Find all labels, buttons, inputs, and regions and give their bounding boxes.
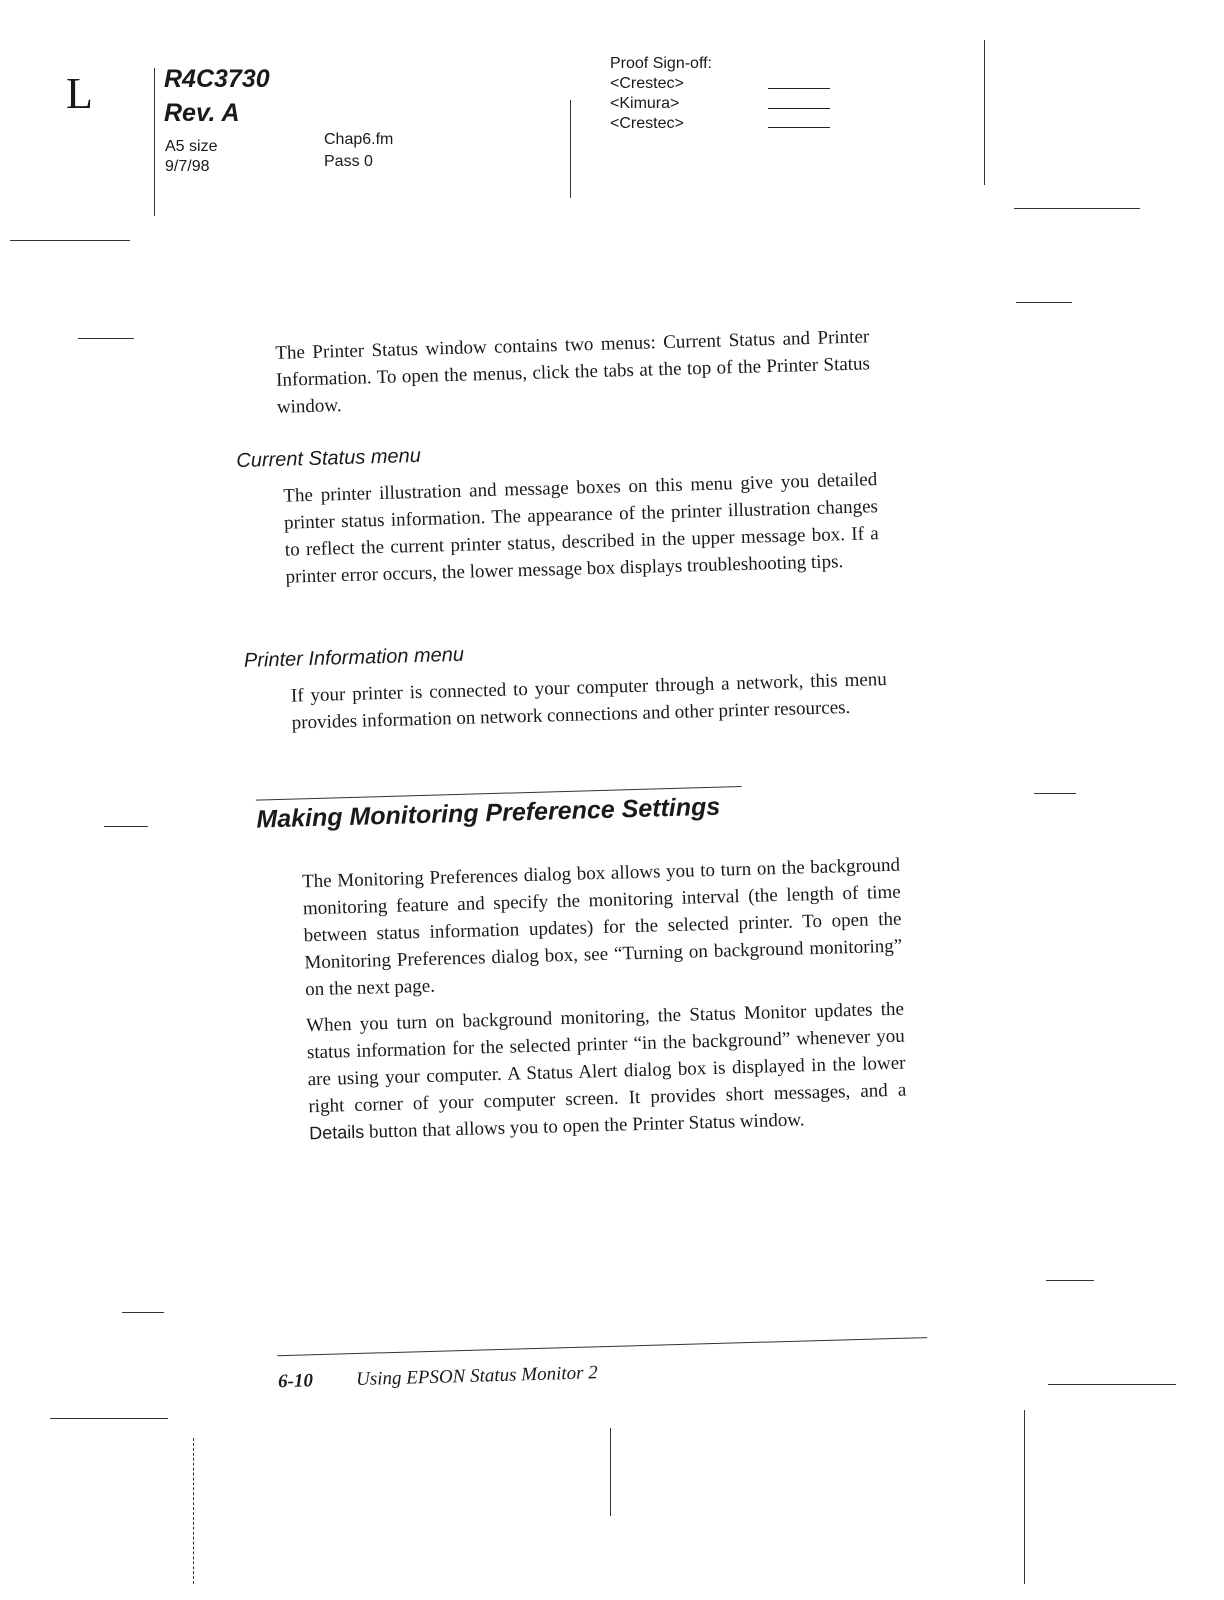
paragraph-text: button that allows you to open the Printer Status window. [363, 1109, 805, 1143]
current-status-heading: Current Status menu [236, 444, 422, 473]
page-number: 6-10 [277, 1370, 314, 1393]
revision: Rev. A [164, 99, 240, 127]
printer-info-paragraph: If your printer is connected to your computer through a network, this menu provides information on network connections and other printer resources. [290, 668, 888, 734]
proof-title: Proof Sign-off: [610, 55, 712, 72]
corner-letter: L [66, 69, 93, 118]
footer-rule [277, 1337, 927, 1356]
paragraph-text: When you turn on background monitoring, the Status Monitor updates the status information for the selected printer “in the background” whenever you are using your computer. A Status Alert dialog box is displayed in the lower right corner of your computer screen. It provides short messages, and a [305, 998, 907, 1118]
proof-entry: <Crestec> [610, 75, 684, 92]
file-name: Chap6.fm [324, 131, 394, 148]
proof-entry: <Kimura> [610, 95, 680, 112]
details-button-label: Details [308, 1121, 365, 1144]
monitoring-paragraph-1: The Monitoring Preferences dialog box allows you to turn on the background monitoring feature and specify the monitoring interval (the length of time between status information updates) for the selected printer. To open the Monitoring Preferences dialog box, see “Turning on background monitoring” on the next page. [301, 854, 903, 1001]
current-status-paragraph: The printer illustration and message boxes on this menu give you detailed printer status information. The appearance of the printer illustration changes to reflect the current printer status, described in the upper message box. If a printer error occurs, the lower message box displays troubleshooting tips. [283, 469, 879, 588]
page-size: A5 size [165, 138, 218, 155]
chapter-title: Using EPSON Status Monitor 2 [355, 1362, 599, 1391]
printer-info-heading: Printer Information menu [243, 643, 465, 672]
pass-number: Pass 0 [324, 153, 373, 170]
monitoring-paragraph-2 [306, 996, 908, 1148]
model-number: R4C3730 [164, 65, 270, 93]
proof-entry: <Crestec> [610, 115, 684, 132]
intro-paragraph: The Printer Status window contains two menus: Current Status and Printer Information. To open the menus, click the tabs at the top of the Printer Status window. [275, 326, 871, 418]
monitoring-heading: Making Monitoring Preference Settings [256, 792, 721, 834]
date: 9/7/98 [165, 158, 210, 175]
